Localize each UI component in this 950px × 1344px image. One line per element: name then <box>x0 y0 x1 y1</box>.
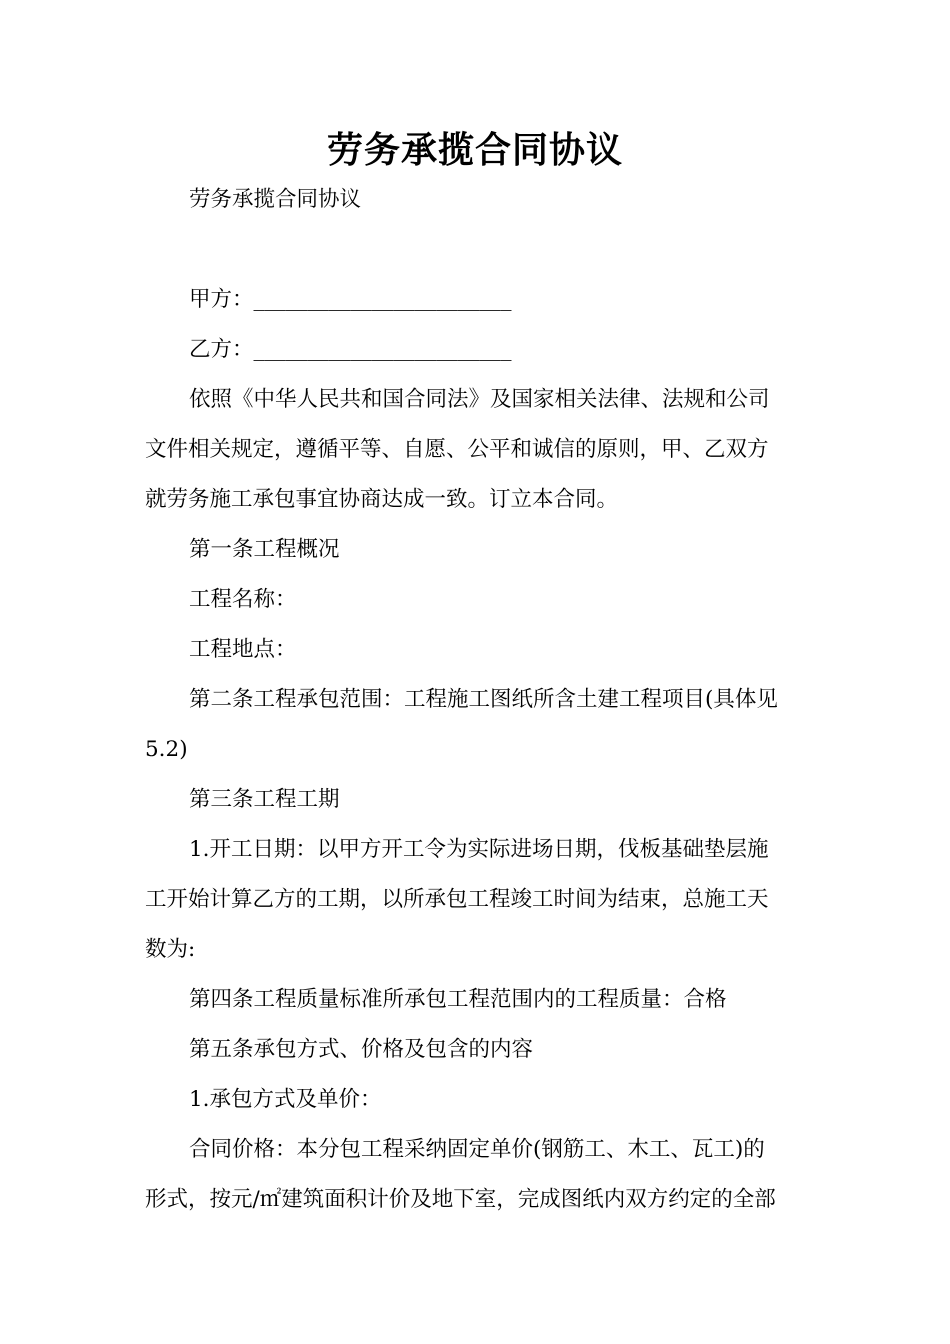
start-date-line-3: 数为: <box>145 937 196 962</box>
party-b-line: 乙方：________________________ <box>189 337 512 362</box>
article-2-line-2: 5.2) <box>145 737 188 762</box>
project-name-line: 工程名称： <box>189 587 297 612</box>
contract-price-line-2: 形式，按元/㎡建筑面积计价及地下室，完成图纸内双方约定的全部 <box>145 1187 776 1212</box>
project-location-line: 工程地点： <box>189 637 297 662</box>
article-5-heading: 第五条承包方式、价格及包含的内容 <box>189 1037 534 1062</box>
contract-price-line-1: 合同价格：本分包工程采纳固定单价(钢筋工、木工、瓦工)的 <box>189 1137 765 1162</box>
contract-method-line: 1.承包方式及单价： <box>189 1087 382 1112</box>
start-date-line-2: 工开始计算乙方的工期，以所承包工程竣工时间为结束，总施工天 <box>145 887 769 912</box>
article-1-heading: 第一条工程概况 <box>189 537 340 562</box>
start-date-line-1: 1.开工日期：以甲方开工令为实际进场日期，伐板基础垫层施 <box>189 837 769 862</box>
article-4-line: 第四条工程质量标准所承包工程范围内的工程质量：合格 <box>189 987 727 1012</box>
subtitle-line: 劳务承揽合同协议 <box>189 187 362 212</box>
preamble-line-1: 依照《中华人民共和国合同法》及国家相关法律、法规和公司 <box>189 387 770 412</box>
document-title: 劳务承揽合同协议 <box>326 130 623 171</box>
preamble-line-2: 文件相关规定，遵循平等、自愿、公平和诚信的原则，甲、乙双方 <box>145 437 769 462</box>
article-2-line-1: 第二条工程承包范围：工程施工图纸所含土建工程项目(具体见 <box>189 687 778 712</box>
party-a-line: 甲方：________________________ <box>189 287 512 312</box>
article-3-heading: 第三条工程工期 <box>189 787 340 812</box>
preamble-line-3: 就劳务施工承包事宜协商达成一致。订立本合同。 <box>145 487 619 512</box>
